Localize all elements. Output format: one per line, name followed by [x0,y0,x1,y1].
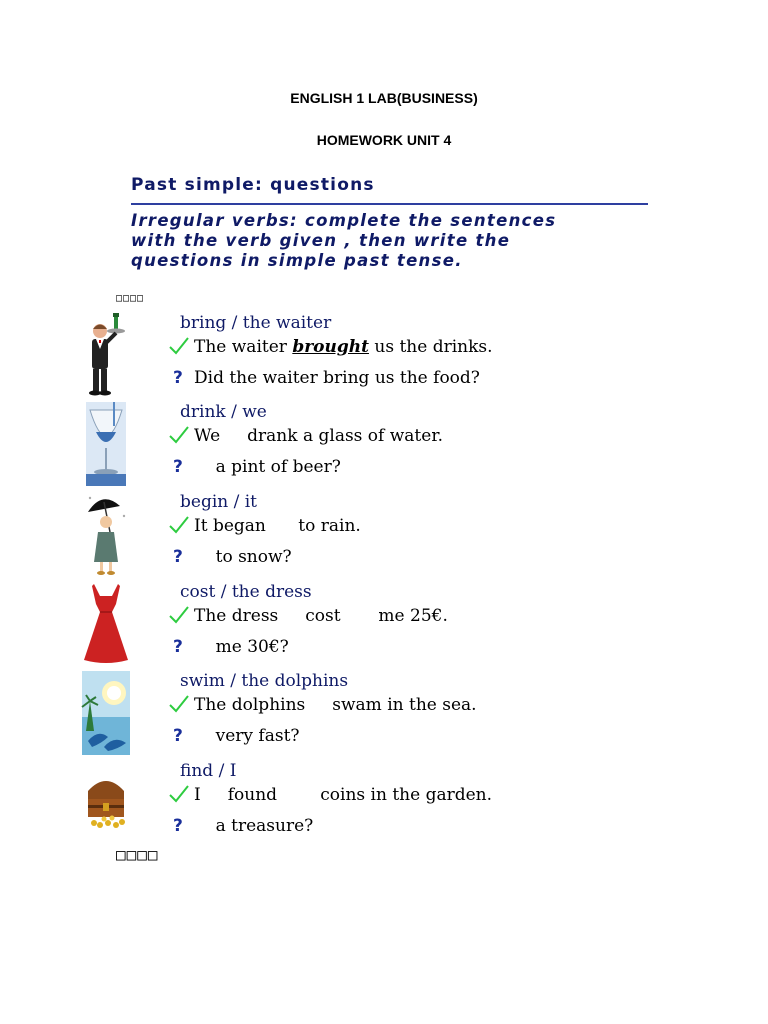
exercise-item [80,671,680,759]
exercise-prompt: swim / the dolphins [180,671,349,691]
checkmark-icon [168,514,190,536]
answer-verb: brought [292,337,369,357]
treasure-chest-icon [80,761,132,845]
question-mark-icon: ? [173,816,183,836]
exercise-question: a pint of beer? [194,457,341,477]
exercise-answer: The dolphins swam in the sea. [194,695,477,715]
question-mark-icon: ? [173,637,183,657]
question-mark-icon: ? [173,368,183,388]
exercise-question: me 30€? [194,637,289,657]
exercise-item [80,492,680,580]
exercise-answer: The waiter brought us the drinks. [194,337,493,357]
exercise-answer: It began to rain. [194,516,361,536]
wine-glass-icon [80,402,132,486]
instructions-text: Irregular verbs: complete the sentences with the verb given , then write the questions in simple past tense. [131,211,557,270]
exercise-item [80,402,680,490]
exercise-prompt: find / I [180,761,237,781]
exercise-answer: The dress cost me 25€. [194,606,448,626]
placeholder-glyphs-top: □□□□ [116,293,145,304]
document-title: ENGLISH 1 LAB(BUSINESS) [290,90,478,106]
section-title: Past simple: questions [131,175,375,195]
checkmark-icon [168,693,190,715]
section-divider [131,203,648,205]
exercise-question: to snow? [194,547,292,567]
checkmark-icon [168,604,190,626]
question-mark-icon: ? [173,547,183,567]
checkmark-icon [168,424,190,446]
exercise-prompt: bring / the waiter [180,313,332,333]
question-mark-icon: ? [173,457,183,477]
red-dress-icon [80,582,132,666]
checkmark-icon [168,335,190,357]
exercise-question: very fast? [194,726,300,746]
document-subtitle: HOMEWORK UNIT 4 [316,132,452,148]
exercise-item [80,761,680,849]
exercise-prompt: drink / we [180,402,267,422]
exercise-item [80,313,680,401]
question-mark-icon: ? [173,726,183,746]
exercise-answer: We drank a glass of water. [194,426,443,446]
exercise-question: Did the waiter bring us the food? [194,368,480,388]
dolphins-icon [80,671,132,755]
exercise-item [80,582,680,670]
umbrella-woman-icon [80,492,132,576]
exercise-question: a treasure? [194,816,314,836]
exercise-prompt: begin / it [180,492,258,512]
checkmark-icon [168,783,190,805]
placeholder-glyphs-bottom: □□□□ [116,845,159,864]
waiter-icon [80,313,132,397]
exercise-answer: I found coins in the garden. [194,785,493,805]
exercise-prompt: cost / the dress [180,582,312,602]
